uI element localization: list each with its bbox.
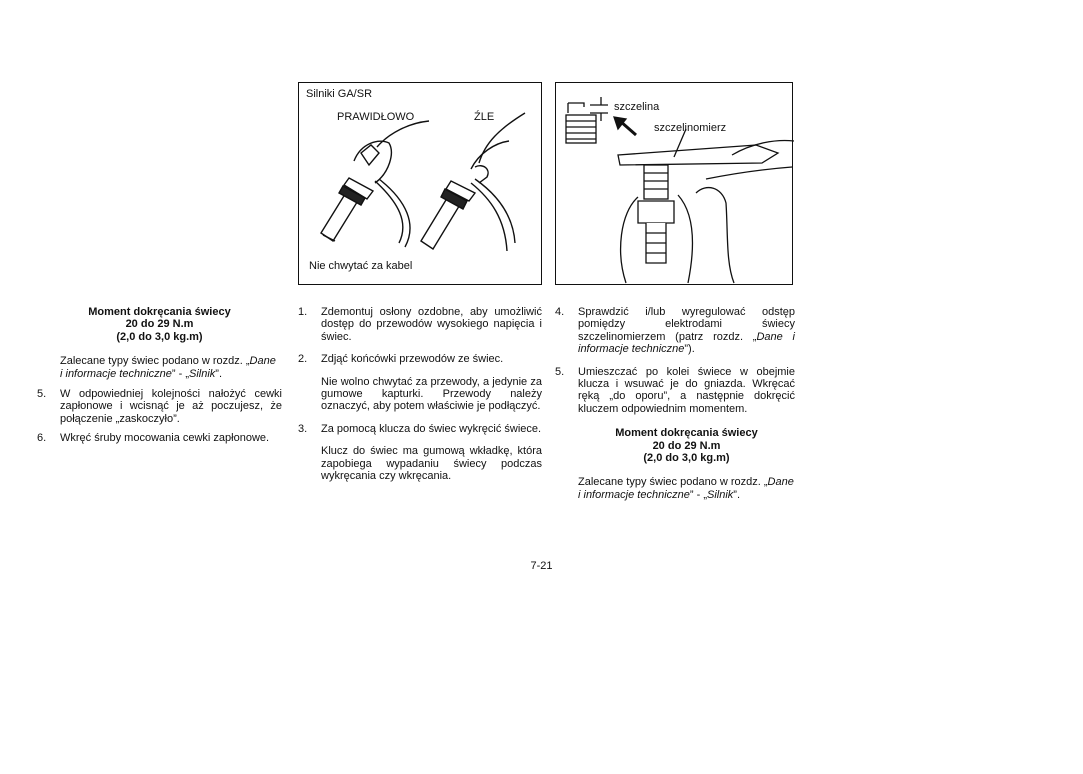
label-wrong: ŹLE — [474, 111, 495, 123]
step-1: 1. Zdemontuj osłony ozdobne, aby umożliwić dostęp do przewodów wysokiego napięcia i świec. — [298, 306, 542, 343]
gap-check-illustration — [556, 83, 794, 286]
recommendation-note: Zalecane typy świec podano w rozdz. „Dane i informacje techniczne” - „Silnik”. — [60, 355, 276, 380]
torque-title: Moment dokręcania świecy — [88, 306, 231, 318]
column-left — [37, 306, 282, 445]
page-number: 7-21 — [530, 560, 553, 572]
note-socket: Klucz do świec ma gumową wkładkę, która zapobiega wypadaniu świecy podczas wykręcania czy wkręcania. — [321, 445, 542, 483]
torque-kgm: (2,0 do 3,0 kg.m) — [116, 330, 203, 343]
label-gap: szczelina — [614, 101, 660, 113]
figure-caption: Nie chwytać za kabel — [309, 260, 413, 272]
step-5-left: 5. W odpowiedniej kolejności nałożyć cewki zapłonowe i wcisnąć je aż poczujesz, że połączenie „zaskoczyło”. — [37, 388, 282, 425]
figure-spark-plug-wire-removal — [298, 82, 542, 285]
step-2: 2. Zdjąć końcówki przewodów ze świec. — [298, 353, 504, 366]
label-feeler-gauge: szczelinomierz — [654, 122, 727, 134]
step-4: 4. Sprawdzić i/lub wyregulować odstęp pomiędzy elektrodami świecy szczelinomierzem (patrz rozdz. „Dane i informacje techniczne”). — [555, 306, 795, 356]
label-correct: PRAWIDŁOWO — [337, 111, 415, 123]
column-middle — [298, 306, 542, 482]
wire-removal-illustration — [299, 83, 543, 286]
column-right — [555, 306, 795, 501]
recommendation-note-right: Zalecane typy świec podano w rozdz. „Dane i informacje techniczne” - „Silnik”. — [578, 476, 794, 501]
figure-spark-plug-gap-check — [555, 82, 793, 285]
step-3: 3. Za pomocą klucza do świec wykręcić świece. — [298, 422, 542, 435]
note-wires: Nie wolno chwytać za przewody, a jedynie za gumowe kapturki. Przewody należy oznaczyć, aby potem właściwie je podłączyć. — [321, 375, 542, 413]
step-6-left: 6. Wkręć śruby mocowania cewki zapłonowe. — [37, 432, 270, 445]
torque-nm: 20 do 29 N.m — [125, 318, 194, 331]
step-5-right: 5. Umieszczać po kolei świece w obejmie klucza i wsuwać je do gniazda. Wkręcać ręką „do oporu”, a następnie dokręcić kluczem odpowiednim momentem. — [555, 365, 795, 415]
torque-block-right: Moment dokręcania świecy 20 do 29 N.m (2,0 do 3,0 kg.m) — [615, 427, 758, 465]
figure-header: Silniki GA/SR — [306, 88, 373, 100]
